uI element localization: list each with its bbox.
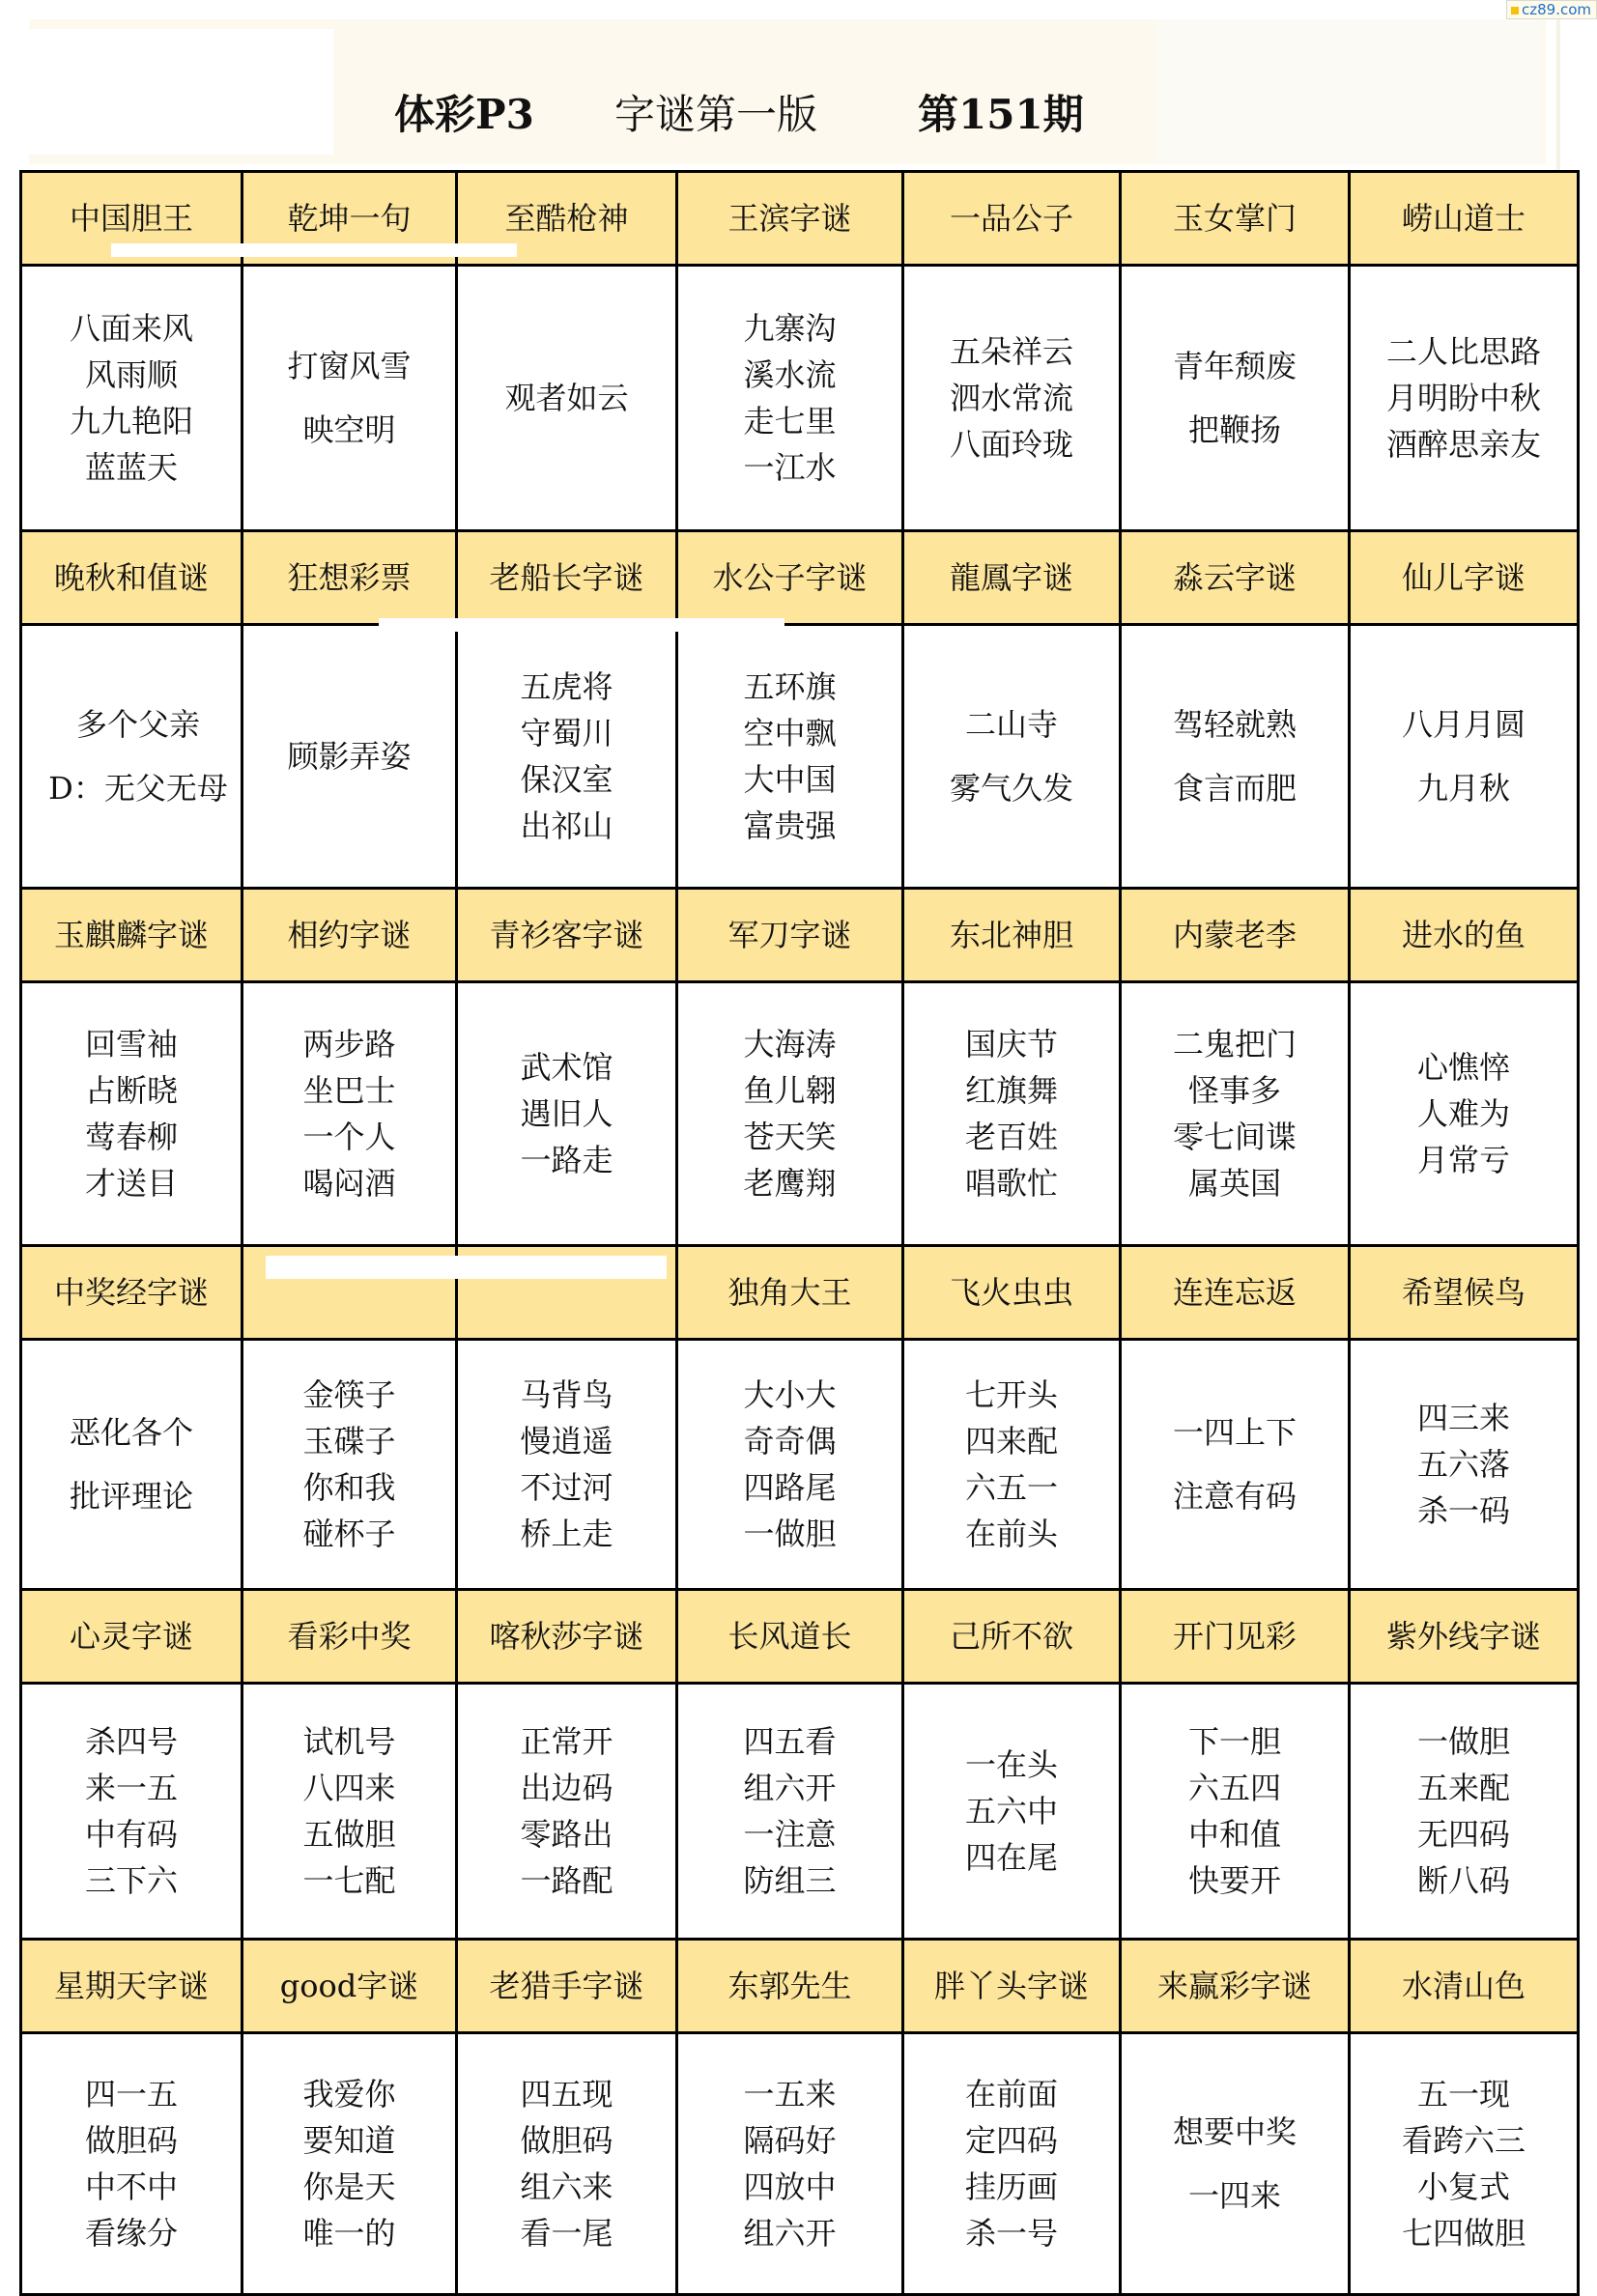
- riddle-cell: [242, 1684, 457, 1940]
- riddle-line: 青年颓废: [1172, 348, 1297, 384]
- riddle-line: 奇奇偶: [743, 1423, 837, 1460]
- riddle-cell: [1121, 1340, 1350, 1590]
- column-author-header: 至酷枪神: [457, 172, 677, 266]
- riddle-text: [950, 701, 1073, 811]
- riddle-row: [21, 1340, 1579, 1590]
- riddle-line: 四一五: [84, 2076, 178, 2112]
- riddle-line: 五六落: [1416, 1446, 1510, 1483]
- riddle-line: 想要中奖: [1172, 2113, 1297, 2150]
- riddle-line: 碰杯子: [302, 1516, 396, 1552]
- watermark-link[interactable]: [1506, 0, 1597, 19]
- riddle-text: [965, 1021, 1058, 1206]
- column-author-header: 王滨字谜: [677, 172, 903, 266]
- riddle-text: [1173, 343, 1297, 453]
- riddle-text: [520, 664, 613, 849]
- riddle-cell: [1350, 982, 1579, 1246]
- riddle-line: 中有码: [84, 1816, 178, 1853]
- riddle-line: 桥上走: [520, 1516, 613, 1552]
- riddle-cell: [21, 1684, 242, 1940]
- redaction-strip: [266, 1256, 667, 1279]
- riddle-cell: [457, 266, 677, 531]
- riddle-line: 恶化各个: [69, 1414, 193, 1451]
- riddle-line: 八面玲珑: [949, 426, 1073, 463]
- column-author-header: 东郭先生: [677, 1940, 903, 2033]
- column-author-header: 中国胆王: [21, 172, 242, 266]
- riddle-cell: [242, 2033, 457, 2295]
- riddle-line: 四五现: [520, 2076, 613, 2112]
- column-author-header: 玉女掌门: [1121, 172, 1350, 266]
- riddle-line: 心憔悴: [1416, 1049, 1510, 1086]
- riddle-text: [70, 1409, 193, 1519]
- riddle-cell: [242, 982, 457, 1246]
- riddle-cell: [457, 982, 677, 1246]
- column-author-header: 淼云字谜: [1121, 531, 1350, 625]
- riddle-text: [302, 2071, 395, 2256]
- riddle-line: 下一胆: [1187, 1723, 1281, 1760]
- riddle-line: 空中飘: [743, 715, 837, 751]
- riddle-line: 来一五: [84, 1770, 178, 1806]
- riddle-line: 注意有码: [1172, 1478, 1297, 1515]
- riddle-line: 挂历画: [964, 2168, 1058, 2205]
- riddle-line: 喝闷酒: [302, 1165, 396, 1202]
- riddle-line: 杀一码: [1416, 1492, 1510, 1529]
- riddle-cell: [457, 625, 677, 889]
- riddle-line: 一路配: [520, 1862, 613, 1899]
- column-author-header: 喀秋莎字谜: [457, 1590, 677, 1684]
- column-author-header: 老猎手字谜: [457, 1940, 677, 2033]
- column-author-header: 老船长字谜: [457, 531, 677, 625]
- riddle-line: 苍天笑: [743, 1119, 837, 1155]
- riddle-line: 一在头: [964, 1746, 1058, 1783]
- riddle-text: [965, 1372, 1058, 1557]
- riddle-text: [1386, 328, 1541, 468]
- riddle-line: 泗水常流: [949, 380, 1073, 416]
- riddle-line: 出祁山: [520, 808, 613, 844]
- riddle-line: 正常开: [520, 1723, 613, 1760]
- riddle-text: [743, 1372, 836, 1557]
- riddle-text: [1402, 701, 1526, 811]
- column-author-header: 星期天字谜: [21, 1940, 242, 2033]
- column-author-header: 己所不欲: [903, 1590, 1121, 1684]
- column-author-header: 长风道长: [677, 1590, 903, 1684]
- column-author-header: 相约字谜: [242, 889, 457, 982]
- riddle-row: [21, 625, 1579, 889]
- riddle-cell: [677, 1684, 903, 1940]
- riddle-line: 九月秋: [1416, 770, 1510, 807]
- column-author-header: 崂山道士: [1350, 172, 1579, 266]
- riddle-text: [743, 2071, 836, 2256]
- riddle-text: [950, 328, 1073, 468]
- column-author-header: 希望候鸟: [1350, 1246, 1579, 1340]
- riddle-cell: [1350, 2033, 1579, 2295]
- riddle-line: 食言而肥: [1172, 770, 1297, 807]
- riddle-line: 走七里: [743, 403, 837, 439]
- riddle-cell: [21, 982, 242, 1246]
- riddle-line: 红旗舞: [964, 1072, 1058, 1109]
- riddle-line: 保汉室: [520, 761, 613, 798]
- riddle-line: 占断晓: [84, 1072, 178, 1109]
- riddle-line: 两步路: [302, 1026, 396, 1063]
- riddle-text: [302, 1021, 395, 1206]
- title-issue: 第151期: [918, 91, 1084, 138]
- riddle-line: 五朵祥云: [949, 333, 1073, 370]
- riddle-line: 看一尾: [520, 2215, 613, 2252]
- riddle-line: 看缘分: [84, 2215, 178, 2252]
- riddle-line: 多个父亲: [75, 706, 200, 743]
- riddle-line: 一四来: [1187, 2177, 1281, 2214]
- riddle-line: 试机号: [302, 1723, 396, 1760]
- riddle-line: 守蜀川: [520, 715, 613, 751]
- riddle-line: 顾影弄姿: [287, 738, 412, 775]
- riddle-line: 鱼儿翱: [743, 1072, 837, 1109]
- riddle-line: 九寨沟: [743, 310, 837, 347]
- riddle-line: 你和我: [302, 1469, 396, 1506]
- column-author-header: 晚秋和值谜: [21, 531, 242, 625]
- riddle-row: [21, 982, 1579, 1246]
- riddle-line: 月常亏: [1416, 1142, 1510, 1178]
- riddle-line: 看跨六三: [1401, 2122, 1526, 2159]
- riddle-line: 蓝蓝天: [84, 449, 178, 486]
- riddle-line: 驾轻就熟: [1172, 706, 1297, 743]
- riddle-text: [302, 1372, 395, 1557]
- watermark-text: cz89.com: [1522, 1, 1592, 18]
- riddle-text: [965, 2071, 1058, 2256]
- riddle-cell: [21, 625, 242, 889]
- riddle-line: 快要开: [1187, 1862, 1281, 1899]
- riddle-line: 做胆码: [84, 2122, 178, 2159]
- riddle-cell: [21, 266, 242, 531]
- riddle-line: 批评理论: [69, 1478, 193, 1515]
- riddle-line: 老鹰翔: [743, 1165, 837, 1202]
- riddle-cell: [903, 1684, 1121, 1940]
- riddle-line: 五做胆: [302, 1816, 396, 1853]
- column-author-header: 水公子字谜: [677, 531, 903, 625]
- header-row: [21, 531, 1579, 625]
- riddle-line: 组六开: [743, 1770, 837, 1806]
- riddle-line: 才送目: [84, 1165, 178, 1202]
- column-author-header: 连连忘返: [1121, 1246, 1350, 1340]
- riddle-cell: [677, 1340, 903, 1590]
- riddle-cell: [903, 982, 1121, 1246]
- column-author-header: 东北神胆: [903, 889, 1121, 982]
- riddle-text: [520, 1372, 613, 1557]
- riddle-line: 人难为: [1416, 1095, 1510, 1132]
- riddle-text: [85, 1021, 178, 1206]
- riddle-line: 二鬼把门: [1172, 1026, 1297, 1063]
- riddle-line: 二人比思路: [1385, 333, 1541, 370]
- riddle-grid: [19, 170, 1580, 2296]
- riddle-line: 无四码: [1416, 1816, 1510, 1853]
- riddle-line: 慢逍遥: [520, 1423, 613, 1460]
- riddle-line: 属英国: [1187, 1165, 1281, 1202]
- riddle-line: 打窗风雪: [287, 348, 412, 384]
- riddle-line: 在前面: [964, 2076, 1058, 2112]
- riddle-cell: [1350, 1684, 1579, 1940]
- riddle-line: 八四来: [302, 1770, 396, 1806]
- column-author-header: 中奖经字谜: [21, 1246, 242, 1340]
- riddle-line: 定四码: [964, 2122, 1058, 2159]
- riddle-line: 一个人: [302, 1119, 396, 1155]
- riddle-cell: [21, 2033, 242, 2295]
- riddle-cell: [903, 1340, 1121, 1590]
- riddle-text: [1188, 1718, 1281, 1904]
- header-row: [21, 1940, 1579, 2033]
- riddle-line: 九九艳阳: [69, 403, 193, 439]
- riddle-line: 一四上下: [1172, 1414, 1297, 1451]
- riddle-line: 玉碟子: [302, 1423, 396, 1460]
- riddle-cell: [242, 1340, 457, 1590]
- riddle-row: [21, 266, 1579, 531]
- riddle-cell: [242, 266, 457, 531]
- riddle-line: 映空明: [302, 411, 396, 448]
- riddle-text: [504, 375, 628, 421]
- column-author-header: 军刀字谜: [677, 889, 903, 982]
- riddle-text: [1417, 1718, 1510, 1904]
- riddle-line: 二山寺: [964, 706, 1058, 743]
- riddle-line: 小复式: [1416, 2168, 1510, 2205]
- riddle-line: 四放中: [743, 2168, 837, 2205]
- riddle-cell: [677, 2033, 903, 2295]
- riddle-line: 五虎将: [520, 668, 613, 705]
- riddle-line: 唱歌忙: [964, 1165, 1058, 1202]
- column-author-header: 玉麒麟字谜: [21, 889, 242, 982]
- riddle-line: 月明盼中秋: [1385, 380, 1541, 416]
- header-row: [21, 1246, 1579, 1340]
- riddle-line: 把鞭扬: [1187, 411, 1281, 448]
- riddle-line: 怪事多: [1187, 1072, 1281, 1109]
- riddle-line: 国庆节: [964, 1026, 1058, 1063]
- riddle-line: 杀四号: [84, 1723, 178, 1760]
- column-author-header: 看彩中奖: [242, 1590, 457, 1684]
- riddle-cell: [242, 625, 457, 889]
- column-author-header: good字谜: [242, 1940, 457, 2033]
- riddle-cell: [1121, 1684, 1350, 1940]
- column-author-header: 紫外线字谜: [1350, 1590, 1579, 1684]
- riddle-line: 酒醉思亲友: [1385, 426, 1541, 463]
- redaction-strip: [111, 243, 517, 257]
- riddle-text: [302, 1718, 395, 1904]
- column-author-header: 进水的鱼: [1350, 889, 1579, 982]
- riddle-line: 一注意: [743, 1816, 837, 1853]
- riddle-cell: [903, 2033, 1121, 2295]
- riddle-row: [21, 2033, 1579, 2295]
- column-author-header: 狂想彩票: [242, 531, 457, 625]
- riddle-text: [85, 1718, 178, 1904]
- riddle-line: 富贵强: [743, 808, 837, 844]
- riddle-line: 三下六: [84, 1862, 178, 1899]
- riddle-line: 零七间谍: [1172, 1119, 1297, 1155]
- column-author-header: 青衫客字谜: [457, 889, 677, 982]
- riddle-line: 唯一的: [302, 2215, 396, 2252]
- riddle-line: 四来配: [964, 1423, 1058, 1460]
- riddle-line: 莺春柳: [84, 1119, 178, 1155]
- riddle-cell: [1121, 982, 1350, 1246]
- riddle-line: 一七配: [302, 1862, 396, 1899]
- column-author-header: 水清山色: [1350, 1940, 1579, 2033]
- riddle-cell: [677, 625, 903, 889]
- riddle-cell: [903, 625, 1121, 889]
- riddle-text: [520, 1718, 613, 1904]
- riddle-line: 五环旗: [743, 668, 837, 705]
- riddle-line: 四五看: [743, 1723, 837, 1760]
- riddle-line: 一五来: [743, 2076, 837, 2112]
- riddle-cell: [1350, 1340, 1579, 1590]
- watermark-logo-icon: [1511, 7, 1519, 14]
- riddle-line: 风雨顺: [84, 356, 178, 393]
- riddle-cell: [1121, 625, 1350, 889]
- riddle-text: [743, 1718, 836, 1904]
- riddle-line: 六五一: [964, 1469, 1058, 1506]
- riddle-line: 四三来: [1416, 1400, 1510, 1436]
- column-author-header: 内蒙老李: [1121, 889, 1350, 982]
- riddle-text: [520, 1044, 613, 1183]
- title-edition: 字谜第一版: [614, 91, 818, 138]
- riddle-line: 组六来: [520, 2168, 613, 2205]
- riddle-line: 四在尾: [964, 1839, 1058, 1876]
- column-author-header: 乾坤一句: [242, 172, 457, 266]
- riddle-text: [1173, 2109, 1297, 2219]
- column-author-header: 心灵字谜: [21, 1590, 242, 1684]
- riddle-line: 一路走: [520, 1142, 613, 1178]
- riddle-cell: [903, 266, 1121, 531]
- riddle-cell: [677, 266, 903, 531]
- header-row: [21, 1590, 1579, 1684]
- column-author-header: 来赢彩字谜: [1121, 1940, 1350, 2033]
- riddle-line: 断八码: [1416, 1862, 1510, 1899]
- riddle-text: [48, 701, 228, 811]
- riddle-line: 八面来风: [69, 310, 193, 347]
- riddle-line: 坐巴士: [302, 1072, 396, 1109]
- riddle-line: 要知道: [302, 2122, 396, 2159]
- riddle-text: [1173, 1021, 1297, 1206]
- riddle-line: 七四做胆: [1401, 2215, 1526, 2252]
- riddle-text: [520, 2071, 613, 2256]
- riddle-line: 一做胆: [743, 1516, 837, 1552]
- riddle-line: 遇旧人: [520, 1095, 613, 1132]
- riddle-line: 出边码: [520, 1770, 613, 1806]
- riddle-line: 隔码好: [743, 2122, 837, 2159]
- riddle-cell: [1350, 266, 1579, 531]
- riddle-line: 组六开: [743, 2215, 837, 2252]
- riddle-text: [743, 664, 836, 849]
- riddle-line: 回雪袖: [84, 1026, 178, 1063]
- riddle-line: 中不中: [84, 2168, 178, 2205]
- riddle-text: [1173, 701, 1297, 811]
- riddle-text: [965, 1742, 1058, 1881]
- riddle-line: 马背鸟: [520, 1376, 613, 1413]
- riddle-line: 你是天: [302, 2168, 396, 2205]
- header-row: [21, 889, 1579, 982]
- riddle-text: [743, 1021, 836, 1206]
- riddle-line: 四路尾: [743, 1469, 837, 1506]
- riddle-cell: [677, 982, 903, 1246]
- riddle-text: [1417, 1044, 1510, 1183]
- riddle-text: [287, 733, 411, 780]
- riddle-line: 六五四: [1187, 1770, 1281, 1806]
- riddle-text: [85, 2071, 178, 2256]
- riddle-cell: [457, 2033, 677, 2295]
- riddle-line: 一做胆: [1416, 1723, 1510, 1760]
- riddle-line: D：无父无母: [48, 770, 228, 807]
- riddle-line: 金筷子: [302, 1376, 396, 1413]
- column-author-header: 飞火虫虫: [903, 1246, 1121, 1340]
- riddle-text: [1402, 2071, 1526, 2256]
- riddle-line: 防组三: [743, 1862, 837, 1899]
- riddle-text: [1417, 1395, 1510, 1534]
- riddle-line: 零路出: [520, 1816, 613, 1853]
- riddle-line: 大中国: [743, 761, 837, 798]
- column-author-header: 龍鳳字谜: [903, 531, 1121, 625]
- riddle-line: 做胆码: [520, 2122, 613, 2159]
- riddle-text: [287, 343, 411, 453]
- riddle-cell: [457, 1684, 677, 1940]
- riddle-line: 一江水: [743, 449, 837, 486]
- riddle-line: 老百姓: [964, 1119, 1058, 1155]
- riddle-line: 五来配: [1416, 1770, 1510, 1806]
- title-lottery: 体彩P3: [394, 91, 534, 138]
- riddle-text: [70, 305, 193, 491]
- column-author-header: 独角大王: [677, 1246, 903, 1340]
- riddle-line: 在前头: [964, 1516, 1058, 1552]
- riddle-line: 杀一号: [964, 2215, 1058, 2252]
- riddle-line: 不过河: [520, 1469, 613, 1506]
- riddle-line: 八月月圆: [1401, 706, 1526, 743]
- riddle-line: 观者如云: [504, 380, 629, 416]
- riddle-cell: [1121, 2033, 1350, 2295]
- riddle-cell: [1350, 625, 1579, 889]
- column-author-header: 一品公子: [903, 172, 1121, 266]
- header-blank-left: [29, 29, 333, 155]
- riddle-cell: [1121, 266, 1350, 531]
- riddle-line: 中和值: [1187, 1816, 1281, 1853]
- riddle-text: [1173, 1409, 1297, 1519]
- riddle-row: [21, 1684, 1579, 1940]
- redaction-strip: [379, 618, 784, 632]
- column-author-header: 胖丫头字谜: [903, 1940, 1121, 2033]
- column-author-header: 仙儿字谜: [1350, 531, 1579, 625]
- riddle-line: 大海涛: [743, 1026, 837, 1063]
- riddle-line: 五六中: [964, 1793, 1058, 1829]
- riddle-line: 大小大: [743, 1376, 837, 1413]
- riddle-line: 雾气久发: [949, 770, 1073, 807]
- riddle-cell: [21, 1340, 242, 1590]
- header-blank-right: [1155, 19, 1541, 164]
- riddle-line: 溪水流: [743, 356, 837, 393]
- riddle-cell: [457, 1340, 677, 1590]
- riddle-line: 武术馆: [520, 1049, 613, 1086]
- riddle-line: 五一现: [1416, 2076, 1510, 2112]
- riddle-text: [743, 305, 836, 491]
- riddle-line: 七开头: [964, 1376, 1058, 1413]
- riddle-line: 我爱你: [302, 2076, 396, 2112]
- column-author-header: 开门见彩: [1121, 1590, 1350, 1684]
